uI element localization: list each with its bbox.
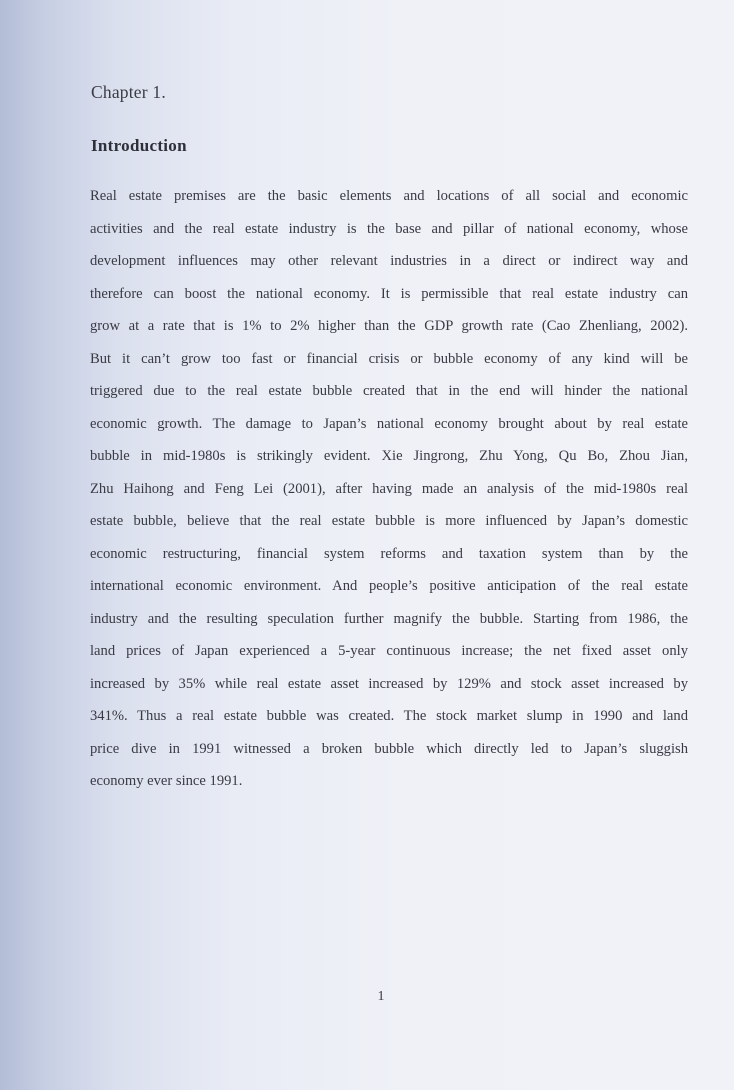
chapter-label: Chapter 1. [91,82,166,102]
paragraph-line: increased by 35% while real estate asset increased by 129% and stock asset increased by [90,675,688,692]
section-heading: Introduction [91,136,187,155]
paragraph-line: land prices of Japan experienced a 5-year continuous increase; the net fixed asset only [90,643,688,659]
paragraph-line: Real estate premises are the basic elements and locations of all social and economic [90,188,688,204]
paragraph-line: economic growth. The damage to Japan’s national economy brought about by real estate [90,415,688,432]
paragraph-line: activities and the real estate industry is the base and pillar of national economy, whose [90,220,688,237]
page-number: 1 [377,989,385,1004]
paragraph-line: international economic environment. And people’s positive anticipation of the real estate [90,578,688,594]
paragraph-line: bubble in mid-1980s is strikingly evident. Xie Jingrong, Zhu Yong, Qu Bo, Zhou Jian, [90,448,688,464]
paragraph-line: price dive in 1991 witnessed a broken bubble which directly led to Japan’s sluggish [90,740,688,757]
paragraph-line: industry and the resulting speculation further magnify the bubble. Starting from 1986, the [90,610,688,627]
paragraph-line: grow at a rate that is 1% to 2% higher than the GDP growth rate (Cao Zhenliang, 2002). [90,318,688,334]
body-paragraph [90,183,688,801]
paragraph-line: Zhu Haihong and Feng Lei (2001), after having made an analysis of the mid-1980s real [90,480,688,497]
paragraph-line: economy ever since 1991. [90,773,243,789]
paragraph-line: therefore can boost the national economy. It is permissible that real estate industry can [90,285,688,302]
paragraph-line: economic restructuring, financial system reforms and taxation system than by the [90,545,688,562]
paragraph-line: estate bubble, believe that the real estate bubble is more influenced by Japan’s domestic [90,513,688,529]
paragraph-line: triggered due to the real estate bubble created that in the end will hinder the national [90,383,688,399]
paragraph-line: 341%. Thus a real estate bubble was created. The stock market slump in 1990 and land [90,708,688,724]
paragraph-line: development influences may other relevant industries in a direct or indirect way and [90,253,688,269]
paragraph-line: But it can’t grow too fast or financial crisis or bubble economy of any kind will be [90,350,688,367]
